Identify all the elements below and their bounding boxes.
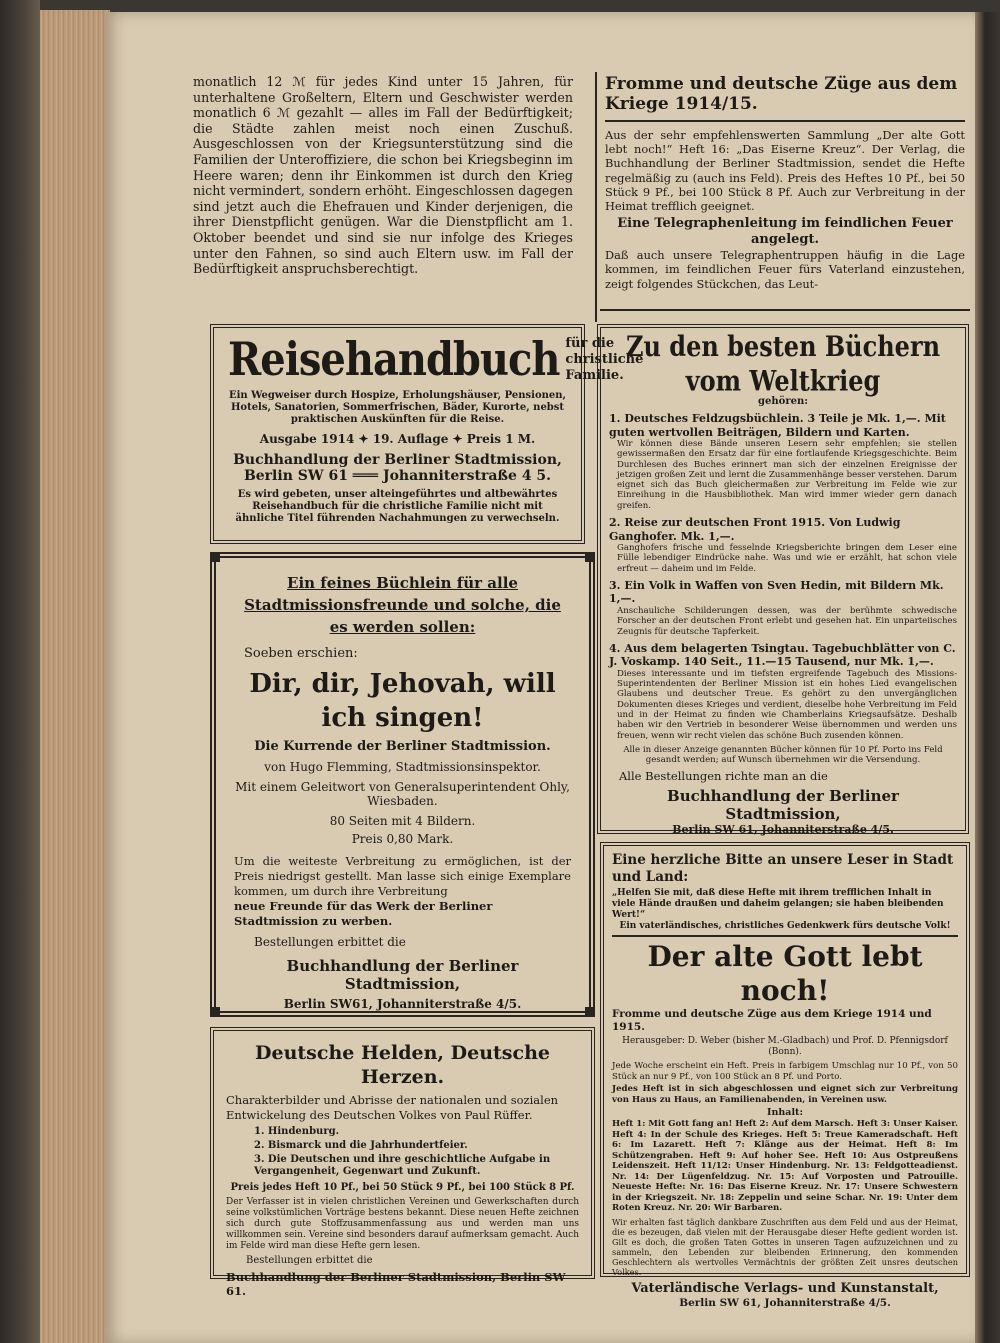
page-stack-edge <box>40 10 110 1343</box>
helden-note: Der Verfasser ist in vielen christlichen Vereinen und Gewerkschaften durch seine volkstümlichen Vorträge bestens bekannt. Diese neuen Hefte zeichnen sich durch gute Stoffzusammenfassung aus und werden man uns willkommen sein. Vereine sind besonders darauf aufmerksam gemacht. Auch im Felde wird man diese Hefte gern lesen. <box>226 1197 579 1251</box>
helden-item: 3. Die Deutschen und ihre geschichtliche Aufgabe in Vergangenheit, Gegenwart und Zukunft. <box>254 1154 551 1177</box>
weltkrieg-note: Alle in dieser Anzeige genannten Bücher können für 10 Pf. Porto ins Feld gesandt werden; auf Wunsch übernehmen wir die Versendung. <box>623 744 943 766</box>
weltkrieg-item-desc: Ganghofers frische und fesselnde Kriegsberichte bringen dem Leser eine Fülle lebendiger Eindrücke nahe. Was und wie er erzählt, hat schon viele erfreut — daheim und im Felde. <box>617 543 957 574</box>
gott-publisher: Vaterländische Verlags- und Kunstanstalt, <box>631 1280 939 1296</box>
helden-order: Bestellungen erbittet die <box>246 1255 373 1266</box>
reisehandbuch-title-side: für die christliche Familie. <box>565 336 644 383</box>
weltkrieg-item-desc: Anschauliche Schilderungen dessen, was der berühmte schwedische Forscher an der deutschen Front erlebt und gesehen hat. Ein unparteiisches Zeugnis für deutsche Tapferkeit. <box>617 605 957 637</box>
gott-plea2: Ein vaterländisches, christliches Gedenkwerk fürs deutsche Volk! <box>619 921 951 931</box>
weltkrieg-item-head: 1. Deutsches Feldzugsbüchlein. 3 Teile je Mk. 1,—. Mit guten wertvollen Beiträgen, Bildern und Karten. <box>609 412 946 439</box>
weltkrieg-address: Berlin SW 61, Johanniterstraße 4/5. <box>672 822 894 836</box>
reisehandbuch-publisher: Buchhandlung der Berliner Stadtmission, <box>233 452 562 468</box>
gott-contents-label: Inhalt: <box>767 1107 803 1118</box>
buechlein-title: Dir, dir, Jehovah, will ich singen! <box>249 669 556 733</box>
article-right-subheading: Eine Telegraphenleitung im feindlichen Feuer angelegt. <box>617 216 953 248</box>
reisehandbuch-title: Reisehandbuch <box>228 332 560 387</box>
buechlein-text1: Um die weiteste Verbreitung zu ermöglichen, ist der Preis niedrigst gestellt. Man lasse sich einige Exemplare kommen, um durch ihre Verbreitung <box>234 854 571 898</box>
column-divider <box>595 72 597 322</box>
ad-reisehandbuch <box>210 324 644 544</box>
gott-contents: Heft 1: Mit Gott fang an! Heft 2: Auf dem Marsch. Heft 3: Unser Kaiser. Heft 4: In der Schule des Krieges. Heft 5: Treue Kameradschaft. Heft 6: Im Lazarett. Heft 7: Klänge aus der Heimat. Heft 8: Im Schützengraben. Heft 9: Auf hoher See. Heft 10: Aus Ostpreußens Leidenszeit. Heft 11/12: Unser Hindenburg. Nr. 13: Feldgotteadienst. Nr. 14: Der Lügenfeldzug. Nr. 15: Auf Vorposten und Patrouille. Neueste Hefte: Nr. 16: Das Eiserne Kreuz. Nr. 17: Unsere Schwestern in der Kriegszeit. Nr. 18: Zeppelin und seine Schar. Nr. 19: Unter dem Roten Kreuz. Nr. 20: Wir Barbaren. <box>612 1119 958 1213</box>
helden-publisher: Buchhandlung der Berliner Stadtmission, Berlin SW 61. <box>226 1270 566 1298</box>
helden-item: 2. Bismarck und die Jahrhundertfeier. <box>254 1140 468 1151</box>
gott-title: Der alte Gott lebt noch! <box>647 940 923 1007</box>
buechlein-foreword: Mit einem Geleitwort von Generalsuperintendent Ohly, Wiesbaden. <box>235 780 570 808</box>
weltkrieg-item-head: 2. Reise zur deutschen Front 1915. Von Ludwig Ganghofer. Mk. 1,—. <box>609 516 901 543</box>
buechlein-pages: 80 Seiten mit 4 Bildern. <box>329 814 476 828</box>
article-right-heading: Fromme und deutsche Züge aus dem Kriege 1914/15. <box>605 74 958 114</box>
weltkrieg-title: Zu den besten Büchern vom Weltkrieg <box>625 329 941 398</box>
reisehandbuch-desc: Ein Wegweiser durch Hospize, Erholungshäuser, Pensionen, Hotels, Sanatorien, Sommerfrischen, Bäder, Kurorte, nebst praktischen Auskünften für die Reise. <box>228 390 567 425</box>
reisehandbuch-note: Es wird gebeten, unser alteingeführtes und altbewährtes Reisehandbuch für die christliche Familie nicht mit ähnliche Titel führenden Nachahmungen zu verwechseln. <box>235 489 560 524</box>
gott-plea: „Helfen Sie mit, daß diese Hefte mit ihrem trefflichen Inhalt in viele Hände draußen und daheim gelangen; sie haben bleibenden Wert!“ <box>612 888 944 920</box>
weltkrieg-sub: gehören: <box>758 396 808 407</box>
gott-heading: Eine herzliche Bitte an unsere Leser in Stadt und Land: <box>612 852 954 885</box>
article-right-para2: Daß auch unsere Telegraphentruppen häufig in die Lage kommen, im feindlichen Feuer fürs Vaterland einzustehen, zeigt folgendes Stückchen, das Leut- <box>605 248 965 291</box>
newspaper-page <box>105 12 975 1343</box>
gott-editors: Herausgeber: D. Weber (bisher M.-Gladbach) und Prof. D. Pfennigsdorf (Bonn). <box>622 1036 948 1057</box>
buechlein-order: Bestellungen erbittet die <box>254 935 406 949</box>
weltkrieg-item-desc: Wir können diese Bände unseren Lesern sehr empfehlen; sie stellen gewissermaßen den Ersatz dar für eine fortlaufende Kriegsgeschichte. Beim Durchlesen des Buches erinnert man sich der einzelnen Ereignisse der jetzigen großen Zeit und lernt die Zusammenhänge besser verstehen. Darum eignet sich das Buch gleichermaßen zur Verbreitung im Felde wie zur Einreihung in die Hausbibliothek. Man wird immer wieder gern danach greifen. <box>617 439 957 511</box>
reisehandbuch-address: Berlin SW 61 ═══ Johanniterstraße 4 5. <box>243 468 552 484</box>
weltkrieg-order: Alle Bestellungen richte man an die <box>619 768 828 783</box>
article-right-top <box>605 74 965 291</box>
buechlein-price: Preis 0,80 Mark. <box>351 832 454 846</box>
helden-title: Deutsche Helden, Deutsche Herzen. <box>255 1042 550 1088</box>
ad-buechlein <box>210 552 595 1017</box>
gott-rule <box>612 935 958 937</box>
buechlein-heading: Ein feines Büchlein für alle Stadtmissionsfreunde und solche, die es werden sollen: <box>244 574 561 636</box>
helden-price: Preis jedes Heft 10 Pf., bei 50 Stück 9 Pf., bei 100 Stück 8 Pf. <box>230 1182 575 1193</box>
gott-weekly: Jede Woche erscheint ein Heft. Preis in farbigem Umschlag nur 10 Pf., von 50 Stück an nur 9 Pf., von 100 Stück an 8 Pf. und Porto. <box>612 1061 958 1082</box>
buechlein-author: von Hugo Flemming, Stadtmissionsinspektor. <box>264 760 541 774</box>
ad-weltkrieg <box>597 324 969 834</box>
article-left-top <box>193 74 573 277</box>
section-rule <box>600 309 970 311</box>
weltkrieg-item-head: 4. Aus dem belagerten Tsingtau. Tagebuchblätter von C. J. Voskamp. 140 Seit., 11.—15 Tausend, nur Mk. 1,—. <box>609 641 956 669</box>
buechlein-intro: Soeben erschien: <box>244 646 358 661</box>
buechlein-text2: neue Freunde für das Werk der Berliner Stadtmission zu werben. <box>234 899 493 928</box>
weltkrieg-publisher: Buchhandlung der Berliner Stadtmission, <box>667 786 899 823</box>
book-spine-shadow <box>0 0 40 1343</box>
weltkrieg-item-head: 3. Ein Volk in Waffen von Sven Hedin, mit Bildern Mk. 1,—. <box>609 578 944 606</box>
buechlein-publisher: Buchhandlung der Berliner Stadtmission, <box>286 957 519 993</box>
ad-deutsche-helden <box>210 1027 595 1298</box>
buechlein-subtitle: Die Kurrende der Berliner Stadtmission. <box>254 739 551 754</box>
ad-alte-gott <box>600 842 970 1309</box>
helden-items <box>226 1126 579 1178</box>
helden-item: 1. Hindenburg. <box>254 1126 340 1137</box>
book-right-edge <box>975 12 1000 1343</box>
article-left-top-text: monatlich 12 ℳ für jedes Kind unter 15 Jahren, für unterhaltene Großeltern, Eltern und Geschwister werden monatlich 6 ℳ gezahlt — alles im Fall der Bedürftigkeit; die Städte zahlen meist noch einen Zuschuß. Ausgeschlossen von der Kriegsunterstützung sind die Familien der Unteroffiziere, die schon bei Kriegsbeginn im Heere waren; denn ihr Einkommen ist durch den Krieg nicht vermindert, sondern erhöht. Eingeschlossen dagegen sind jetzt auch die Ehefrauen und Kinder derjenigen, die ihrer Dienstpflicht genügen. War die Dienstpflicht am 1. Oktober beendet und sind sie nur infolge des Krieges unter den Fahnen, so sind auch Eltern usw. im Fall der Bedürftigkeit anspruchsberechtigt. <box>193 74 573 277</box>
weltkrieg-item-desc: Dieses interessante und im tiefsten ergreifende Tagebuch des Missions-Superintendenten der Berliner Mission ist ein hohes Lied evangelischen Glaubens und deutscher Treue. Es gehört zu den unvergänglichen Dokumenten dieses Krieges und verdient, dieselbe hohe Verbreitung im Feld und in der Heimat zu finden wie Chamberlains Kriegsaufsätze. Deshalb haben wir den Vertrieb in besonderer Weise übernommen und werden uns freuen, wenn wir recht vielen das schöne Buch zusenden können. <box>617 668 957 741</box>
buechlein-address: Berlin SW61, Johanniterstraße 4/5. <box>283 997 522 1011</box>
heading-rule <box>605 120 965 122</box>
reisehandbuch-edition: Ausgabe 1914 ✦ 19. Auflage ✦ Preis 1 M. <box>259 432 536 446</box>
gott-closing: Wir erhalten fast täglich dankbare Zuschriften aus dem Feld und aus der Heimat, die es bezeugen, daß vielen mit der Herausgabe dieser Hefte gedient worden ist. Gilt es doch, die großen Taten Gottes in unseren Tagen aufzuzeichnen und zu sammeln, den Lebenden zur bleibenden Erinnerung, den kommenden Geschlechtern als wertvolles Vermächtnis der größten Zeit unsres deutschen Volkes. <box>612 1216 958 1277</box>
gott-subtitle: Fromme und deutsche Züge aus dem Kriege 1914 und 1915. <box>612 1008 932 1033</box>
article-right-para: Aus der sehr empfehlenswerten Sammlung „Der alte Gott lebt noch!“ Heft 16: „Das Eiserne Kreuz“. Der Verlag, die Buchhandlung der Berliner Stadtmission, sendet die Hefte regelmäßig zu (auch ins Feld). Preis des Heftes 10 Pf., bei 50 Stück 9 Pf., bei 100 Stück 8 Pf. Auch zur Verbreitung in der Heimat trefflich geeignet. <box>605 128 965 214</box>
helden-desc: Charakterbilder und Abrisse der nationalen und sozialen Entwickelung des Deutschen Volkes von Paul Rüffer. <box>226 1093 559 1122</box>
gott-address: Berlin SW 61, Johanniterstraße 4/5. <box>679 1296 891 1309</box>
gott-each: Jedes Heft ist in sich abgeschlossen und eignet sich zur Verbreitung von Haus zu Haus, an Familienabenden, in Vereinen usw. <box>612 1084 958 1105</box>
